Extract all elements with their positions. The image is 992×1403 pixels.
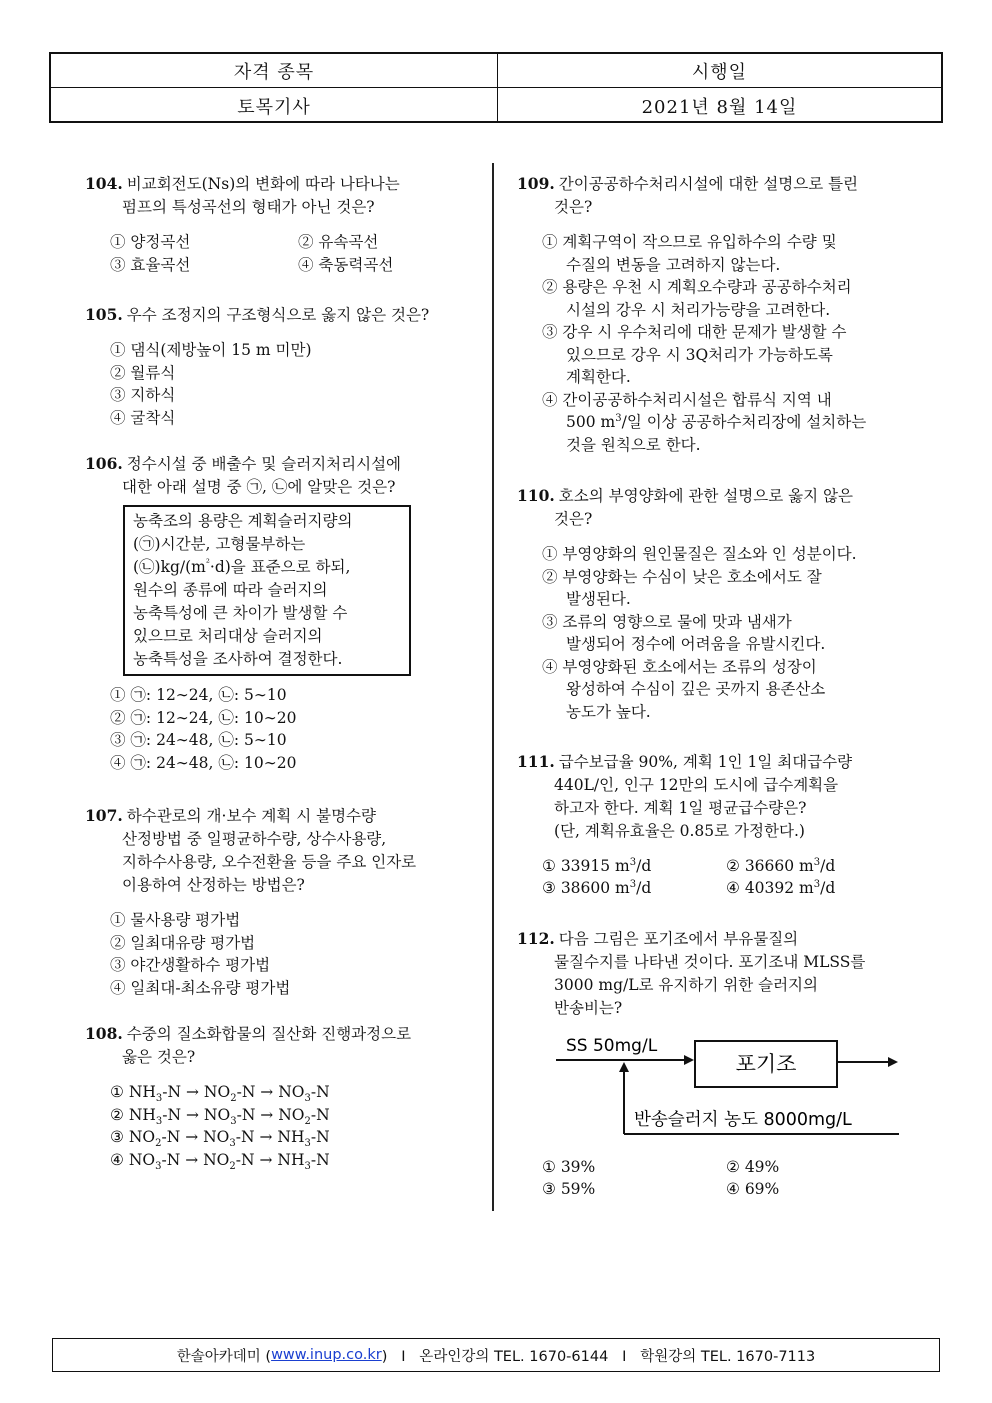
question-105 [85, 303, 480, 429]
question-text: 옳은 것은? [122, 1048, 196, 1066]
question-number: 110. [517, 486, 555, 505]
option-4[interactable]: ④ 굴착식 [110, 408, 176, 427]
option-1[interactable]: ① 39% [542, 1158, 596, 1176]
question-number: 109. [517, 174, 555, 193]
option-2[interactable]: ② 유속곡선 [298, 233, 379, 251]
question-104 [85, 172, 480, 276]
option-1[interactable]: ① 댐식(제방높이 15 m 미만) [110, 341, 312, 359]
return-sludge-label: 반송슬러지 농도 8000mg/L [634, 1110, 852, 1130]
inflow-label: SS 50mg/L [566, 1036, 658, 1056]
question-text: 간이공공하수처리시설에 대한 설명으로 틀린 [558, 175, 859, 193]
box-line: 농축특성에 큰 차이가 발생할 수 [133, 604, 348, 622]
option-2[interactable]: ② 부영양화는 수심이 낮은 호소에서도 잘 발생된다. [542, 567, 822, 608]
option-2[interactable]: ② ㉠: 12∼24, ㉡: 10∼20 [110, 708, 297, 727]
box-line: 있으므로 처리대상 슬러지의 [133, 627, 323, 645]
question-109 [517, 172, 917, 456]
question-text: 440L/인, 인구 12만의 도시에 급수계획을 [554, 776, 839, 794]
option-2[interactable]: ② 36660 $m^3/d$ [726, 856, 836, 875]
box-line: 농축특성을 조사하여 결정한다. [133, 650, 343, 668]
option-3[interactable]: ③ 조류의 영향으로 물에 맛과 냄새가 발생되어 정수에 어려움을 유발시킨다. [542, 612, 826, 653]
header-exam-date: 2021년 8월 14일 [641, 96, 798, 118]
tank-label: 포기조 [735, 1052, 797, 1076]
question-text: 3000 mg/L로 유지하기 위한 슬러지의 [554, 976, 818, 994]
option-1[interactable]: ① 33915 $m^3/d$ [542, 856, 652, 875]
option-4[interactable]: ④ 부영양화된 호소에서는 조류의 성장이 왕성하여 수심이 깊은 곳까지 용존산소 농도가 높다. [542, 657, 826, 721]
question-110 [517, 484, 917, 723]
option-3[interactable]: ③ $NO_2-N \to NO_3-N \to NH_3-N$ [110, 1128, 330, 1150]
question-text: 수중의 질소화합물의 질산화 진행과정으로 [126, 1025, 412, 1043]
option-3[interactable]: ③ ㉠: 24∼48, ㉡: 5∼10 [110, 731, 287, 749]
question-text: 대한 아래 설명 중 ㉠, ㉡에 알맞은 것은? [122, 478, 396, 496]
question-111 [517, 750, 917, 899]
question-text: 호소의 부영양화에 관한 설명으로 옳지 않은 [558, 487, 853, 505]
option-1[interactable]: ① 물사용량 평가법 [110, 911, 241, 929]
page-footer [52, 1338, 940, 1372]
option-3[interactable]: ③ 38600 $m^3/d$ [542, 878, 652, 897]
option-1[interactable]: ① ㉠: 12∼24, ㉡: 5∼10 [110, 686, 287, 704]
question-text: (단, 계획유효율은 0.85로 가정한다.) [554, 822, 805, 840]
option-3[interactable]: ③ 야간생활하수 평가법 [110, 956, 271, 974]
question-text: 펌프의 특성곡선의 형태가 아닌 것은? [122, 198, 375, 216]
option-1[interactable]: ① 계획구역이 작으므로 유입하수의 수량 및 수질의 변동을 고려하지 않는다. [542, 233, 837, 274]
question-text: 것은? [554, 198, 593, 216]
header-col2-title: 시행일 [691, 61, 748, 83]
question-text: 다음 그림은 포기조에서 부유물질의 [558, 930, 799, 948]
return-arrow-icon [619, 1062, 629, 1072]
question-112 [517, 927, 917, 1200]
option-3[interactable]: ③ 59% [542, 1180, 596, 1198]
box-line: 원수의 종류에 따라 슬러지의 [133, 581, 328, 599]
option-2[interactable]: ② 49% [726, 1158, 780, 1176]
option-4[interactable]: ④ ㉠: 24∼48, ㉡: 10∼20 [110, 753, 297, 772]
question-number: 107. [85, 806, 123, 825]
inflow-arrow-icon [684, 1055, 694, 1065]
footer-contact-info: ) I 온라인강의 TEL. 1670-6144 I 학원강의 TEL. 1670-7113 [381, 1348, 816, 1365]
footer-website-link[interactable]: www.inup.co.kr [271, 1347, 382, 1363]
question-number: 106. [85, 454, 123, 473]
header-col1-title: 자격 종목 [51, 54, 498, 87]
question-text: 산정방법 중 일평균하수량, 상수사용량, [122, 830, 387, 848]
question-text: 하수관로의 개·보수 계획 시 불명수량 [126, 807, 376, 825]
question-number: 105. [85, 305, 123, 324]
question-text: 급수보급율 90%, 계획 1인 1일 최대급수량 [558, 753, 853, 771]
question-text: 반송비는? [554, 999, 623, 1017]
option-2[interactable]: ② 용량은 우천 시 계획오수량과 공공하수처리 시설의 강우 시 처리가능량을 고려한다. [542, 278, 852, 319]
option-1[interactable]: ① $NH_3-N \to NO_2-N \to NO_3-N$ [110, 1083, 330, 1105]
question-number: 111. [517, 752, 555, 771]
question-text: 하고자 한다. 계획 1일 평균급수량은? [554, 799, 807, 817]
option-3[interactable]: ③ 지하식 [110, 386, 176, 404]
footer-academy: 한솔아카데미 ( [176, 1348, 272, 1365]
option-2[interactable]: ② 일최대유량 평가법 [110, 933, 256, 952]
exam-header-table [49, 52, 943, 123]
question-text: 지하수사용량, 오수전환율 등을 주요 인자로 [122, 853, 417, 871]
question-number: 104. [85, 174, 123, 193]
option-1[interactable]: ① 양정곡선 [110, 233, 191, 251]
question-107 [85, 804, 480, 999]
question-condition-box [123, 505, 411, 676]
question-text: 것은? [554, 510, 593, 528]
box-line: 농축조의 용량은 계획슬러지량의 [133, 512, 353, 530]
option-1[interactable]: ① 부영양화의 원인물질은 질소와 인 성분이다. [542, 545, 857, 563]
option-4[interactable]: ④ 40392 $m^3/d$ [726, 878, 836, 897]
question-text: 정수시설 중 배출수 및 슬러지처리시설에 [126, 455, 402, 473]
option-4[interactable]: ④ 69% [726, 1180, 780, 1198]
option-4[interactable]: ④ $NO_3-N \to NO_2-N \to NH_3-N$ [110, 1150, 330, 1172]
question-108 [85, 1022, 480, 1171]
option-4[interactable]: ④ 간이공공하수처리시설은 합류식 지역 내 500 $m^3/$일 이상 공공하수처리장에 설치하는 것을 원칙으로 한다. [542, 390, 867, 454]
aeration-tank-diagram [554, 1026, 914, 1138]
box-line: $(㉡)kg/(m^{^2}\cdot d)$을 표준으로 하되, [133, 557, 351, 576]
option-3[interactable]: ③ 효율곡선 [110, 255, 191, 274]
column-divider [492, 163, 494, 1211]
question-text: 이용하여 산정하는 방법은? [122, 876, 305, 894]
option-2[interactable]: ② $NH_3-N \to NO_3-N \to NO_2-N$ [110, 1105, 330, 1127]
header-subject: 토목기사 [51, 88, 498, 123]
option-4[interactable]: ④ 축동력곡선 [298, 255, 394, 274]
question-text: 우수 조정지의 구조형식으로 옳지 않은 것은? [126, 306, 430, 324]
question-106 [85, 452, 480, 774]
option-4[interactable]: ④ 일최대-최소유량 평가법 [110, 978, 291, 997]
question-number: 108. [85, 1024, 123, 1043]
option-3[interactable]: ③ 강우 시 우수처리에 대한 문제가 발생할 수 있으므로 강우 시 3Q처리가 가능하도록 계획한다. [542, 323, 847, 386]
option-2[interactable]: ② 월류식 [110, 363, 176, 382]
question-text: 물질수지를 나타낸 것이다. 포기조내 MLSS를 [554, 953, 866, 971]
question-number: 112. [517, 929, 555, 948]
box-line: (㉠)시간분, 고형물부하는 [133, 535, 306, 553]
question-text: 비교회전도(Ns)의 변화에 따라 나타나는 [126, 175, 400, 193]
outflow-arrow-icon [888, 1057, 898, 1067]
